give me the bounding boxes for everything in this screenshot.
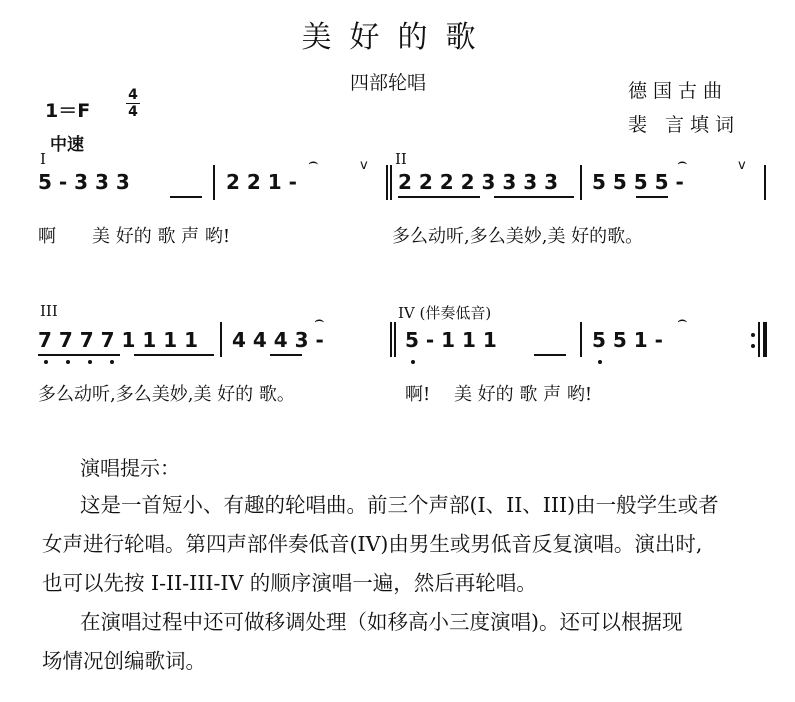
row2-measure-3: 5 - 1 1 1 bbox=[405, 328, 497, 352]
notes-para-2-line-2: 场情况创编歌词。 bbox=[42, 649, 206, 673]
breath-mark-icon: v bbox=[360, 158, 368, 173]
key-signature: 1＝F bbox=[45, 100, 91, 122]
beam bbox=[494, 196, 574, 198]
notes-para-1-line-3: 也可以先按 I-II-III-IV 的顺序演唱一遍，然后再轮唱。 bbox=[42, 571, 537, 595]
repeat-dot bbox=[751, 344, 755, 348]
beam bbox=[636, 196, 668, 198]
final-barline-thin bbox=[758, 322, 760, 357]
tempo-marking: 中速 bbox=[50, 135, 84, 155]
performance-notes-heading: 演唱提示： bbox=[80, 456, 180, 480]
beam bbox=[170, 196, 202, 198]
beam bbox=[134, 354, 214, 356]
notes-para-2-line-1: 在演唱过程中还可做移调处理（如移高小三度演唱)。还可以根据现 bbox=[80, 610, 683, 634]
row1-measure-4: 5 5 5 5 - bbox=[592, 170, 684, 194]
row1-measure-3: 2 2 2 2 3 3 3 3 bbox=[398, 170, 559, 194]
barline bbox=[580, 322, 582, 357]
barline bbox=[394, 322, 396, 357]
time-signature-bottom: 4 bbox=[128, 104, 138, 120]
low-octave-dot bbox=[88, 360, 92, 364]
low-octave-dot bbox=[110, 360, 114, 364]
low-octave-dot bbox=[44, 360, 48, 364]
row1-lyrics-part-1: 啊 美 好的 歌 声 哟! bbox=[38, 226, 231, 247]
lyricist: 裴 言填词 bbox=[628, 114, 741, 136]
time-signature-top: 4 bbox=[128, 87, 138, 103]
part-2-label: II bbox=[395, 150, 407, 168]
beam bbox=[398, 196, 480, 198]
beam bbox=[38, 354, 120, 356]
low-octave-dot bbox=[66, 360, 70, 364]
barline bbox=[390, 165, 392, 200]
row2-measure-2: 4 4 4 3 - bbox=[232, 328, 324, 352]
song-title: 美好的歌 bbox=[301, 20, 494, 55]
row1-measure-1: 5 - 3 3 3 bbox=[38, 170, 130, 194]
row2-measure-1: 7 7 7 7 1 1 1 1 bbox=[38, 328, 199, 352]
low-octave-dot bbox=[411, 360, 415, 364]
notes-para-1-line-1: 这是一首短小、有趣的轮唱曲。前三个声部(I、II、III)由一般学生或者 bbox=[80, 493, 719, 517]
barline bbox=[386, 165, 388, 200]
row2-lyrics-part-3: 多么动听,多么美妙,美 好的 歌。 bbox=[38, 384, 295, 405]
beam bbox=[534, 354, 566, 356]
barline bbox=[220, 322, 222, 357]
notes-para-1-line-2: 女声进行轮唱。第四声部伴奏低音(IV)由男生或男低音反复演唱。演出时, bbox=[42, 532, 703, 556]
barline bbox=[390, 322, 392, 357]
beam bbox=[270, 354, 302, 356]
part-1-label: I bbox=[40, 150, 46, 168]
barline bbox=[764, 165, 766, 200]
barline bbox=[580, 165, 582, 200]
subtitle: 四部轮唱 bbox=[350, 72, 427, 94]
fermata-icon: ⌢ bbox=[677, 152, 688, 171]
final-barline-thick bbox=[763, 322, 767, 357]
barline bbox=[213, 165, 215, 200]
row2-measure-4: 5 5 1 - bbox=[592, 328, 663, 352]
fermata-icon: ⌢ bbox=[308, 152, 319, 171]
low-octave-dot bbox=[598, 360, 602, 364]
row1-lyrics-part-2: 多么动听,多么美妙,美 好的歌。 bbox=[392, 226, 644, 247]
breath-mark-icon: v bbox=[738, 158, 746, 173]
row2-lyrics-part-4: 啊! 美 好的 歌 声 哟! bbox=[405, 384, 593, 405]
part-4-label: IV (伴奏低音) bbox=[398, 304, 492, 322]
row1-measure-2: 2 2 1 - bbox=[226, 170, 297, 194]
repeat-dot bbox=[751, 333, 755, 337]
part-3-label: III bbox=[40, 302, 58, 320]
fermata-icon: ⌢ bbox=[314, 310, 325, 329]
time-signature bbox=[126, 88, 140, 119]
composer: 德国古曲 bbox=[628, 80, 729, 102]
fermata-icon: ⌢ bbox=[677, 310, 688, 329]
